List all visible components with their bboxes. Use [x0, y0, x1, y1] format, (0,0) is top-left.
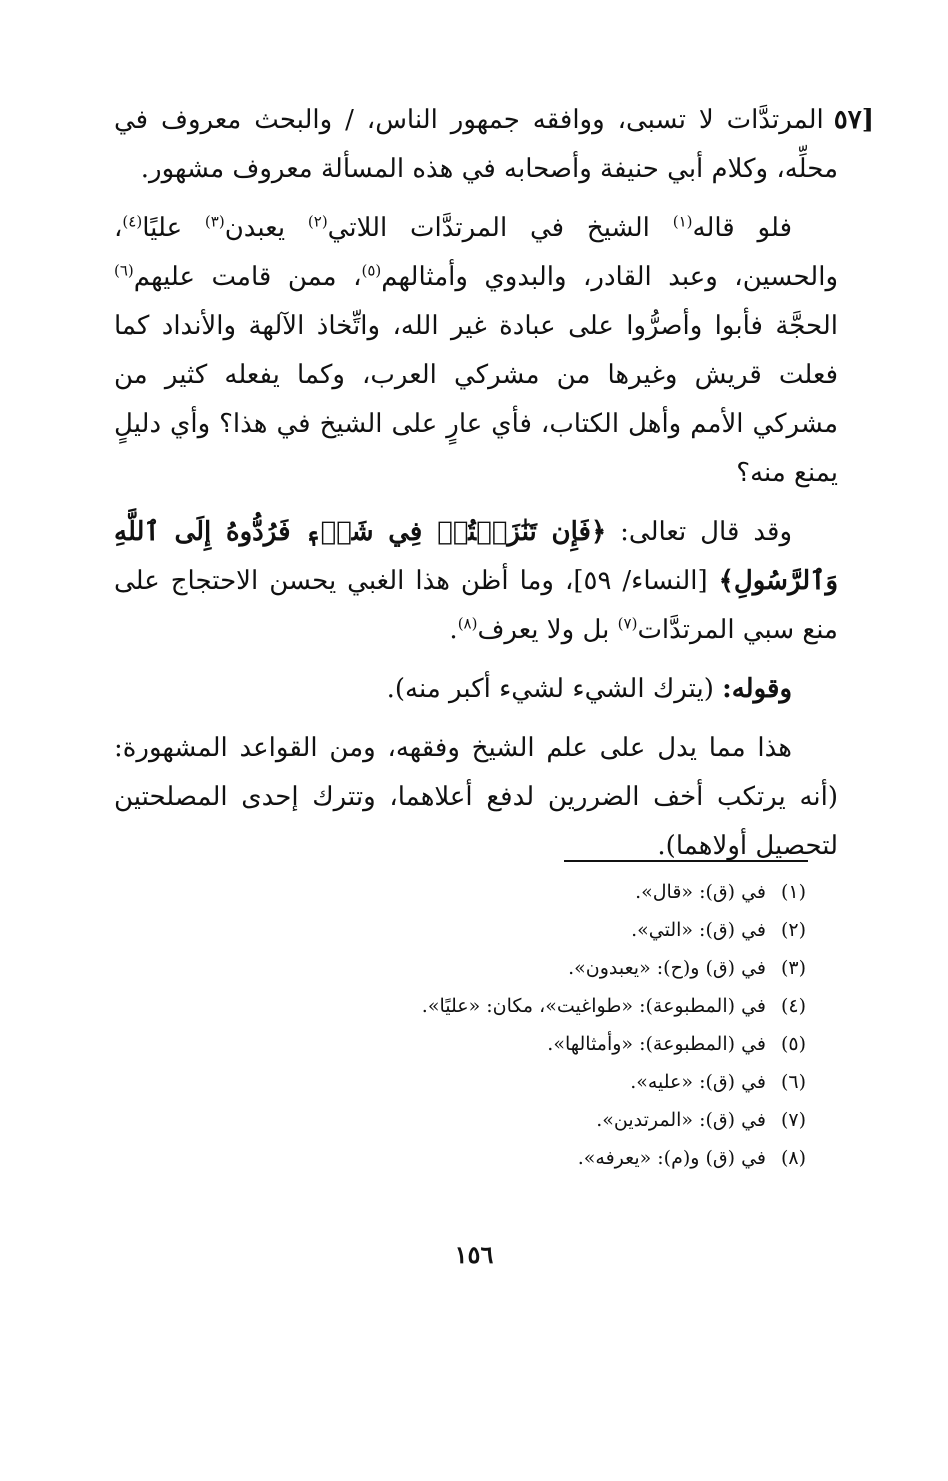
footnote-number: (٥)	[780, 1033, 806, 1055]
text-run: ، ممن قامت عليهم	[133, 262, 362, 292]
footnote-ref[interactable]: (٢)	[307, 212, 328, 231]
text-run: [النساء/ ٥٩]، وما أظن هذا الغبي يحسن الاحتجاج على منع سبي المرتدَّات	[114, 566, 838, 645]
quran-verse: ﴿فَإِن تَنَٰزَعۡتُمۡ فِي شَيۡءٖ فَرُدُّوهُ إِلَى ٱللَّهِ وَٱلرَّسُولِ﴾	[114, 517, 839, 596]
footnote-ref[interactable]: (٤)	[122, 212, 143, 231]
footnote-number: (٦)	[780, 1071, 806, 1093]
footnote-ref[interactable]: (٣)	[204, 212, 225, 231]
footnotes-list	[246, 874, 806, 1178]
footnote-item	[246, 1064, 806, 1100]
footnote-ref[interactable]: (١)	[672, 212, 693, 231]
lead-word: وقوله:	[722, 674, 792, 704]
text-run: يعبدن	[224, 213, 308, 243]
footnote-item	[246, 988, 806, 1024]
footnote-item	[246, 1102, 806, 1138]
footnote-number: (٣)	[780, 957, 806, 979]
text-run: وقد قال تعالى:	[606, 517, 792, 547]
paragraph-text: هذا مما يدل على علم الشيخ وفقهه، ومن القواعد المشهورة: (أنه يرتكب أخف الضررين لدفع أعلاهما، وتترك إحدى المصلحتين لتحصيل أولاهما).	[114, 733, 838, 861]
text-run: الشيخ في المرتدَّات اللاتي	[327, 213, 673, 243]
text-run: فلو قاله	[692, 213, 793, 243]
footnote-number: (١)	[780, 881, 806, 903]
footnote-text: في (ق): «عليه».	[630, 1071, 766, 1093]
footnote-item	[246, 874, 806, 910]
paragraph-text: (يترك الشيء لشيء أكبر منه).	[386, 674, 723, 704]
text-run: بل ولا يعرف	[477, 615, 618, 645]
page-number: ١٥٦	[454, 1240, 494, 1269]
text-run: الحجَّة فأبوا وأصرُّوا على عبادة غير الله، واتِّخاذ الآلهة والأنداد كما فعلت قريش وغيرها من مشركي العرب، وكما يفعله كثير من مشركي الأمم وأهل الكتاب، فأي عارٍ على الشيخ في هذا؟ وأي دليلٍ يمنع منه؟	[114, 311, 838, 488]
footnote-text: في (المطبوعة): «طواغيت»، مكان: «عليًا».	[421, 995, 766, 1017]
footnote-ref[interactable]: (٦)	[114, 261, 134, 280]
footnote-number: (٢)	[780, 919, 806, 941]
footnote-ref[interactable]: (٨)	[457, 614, 478, 633]
paragraph	[114, 724, 838, 871]
footnote-text: في (ق): «المرتدين».	[596, 1109, 766, 1131]
footnote-number: (٤)	[780, 995, 806, 1017]
footnote-text: في (ق) و(م): «يعرفه».	[577, 1147, 766, 1169]
main-text	[114, 96, 875, 881]
paragraph	[114, 508, 838, 655]
footnote-number: (٨)	[780, 1147, 806, 1169]
footnote-ref[interactable]: (٥)	[361, 261, 382, 280]
footnote-text: في (المطبوعة): «وأمثالها».	[547, 1033, 766, 1055]
paragraph	[114, 665, 838, 714]
footnote-item	[246, 1026, 806, 1062]
text-run: عليًا	[142, 213, 205, 243]
footnote-item	[246, 1140, 806, 1176]
footnote-text: في (ق) و(ح): «يعبدون».	[568, 957, 766, 979]
paragraph	[114, 96, 875, 194]
page-marker: [٥٧	[833, 105, 875, 135]
text-run: .	[449, 615, 458, 645]
footnote-divider	[564, 860, 808, 862]
footnote-text: في (ق): «التي».	[631, 919, 766, 941]
footnote-number: (٧)	[780, 1109, 806, 1131]
paragraph-text: المرتدَّات لا تسبى، ووافقه جمهور الناس، / والبحث معروف في محلِّه، وكلام أبي حنيفة وأصحابه في هذه المسألة معروف مشهور.	[114, 105, 838, 184]
paragraph	[114, 204, 838, 498]
footnote-text: في (ق): «قال».	[635, 881, 766, 903]
footnote-ref[interactable]: (٧)	[617, 614, 638, 633]
footnote-item	[246, 950, 806, 986]
footnote-item	[246, 912, 806, 948]
text-run: ، والحسين، وعبد القادر، والبدوي وأمثالهم	[114, 213, 839, 292]
